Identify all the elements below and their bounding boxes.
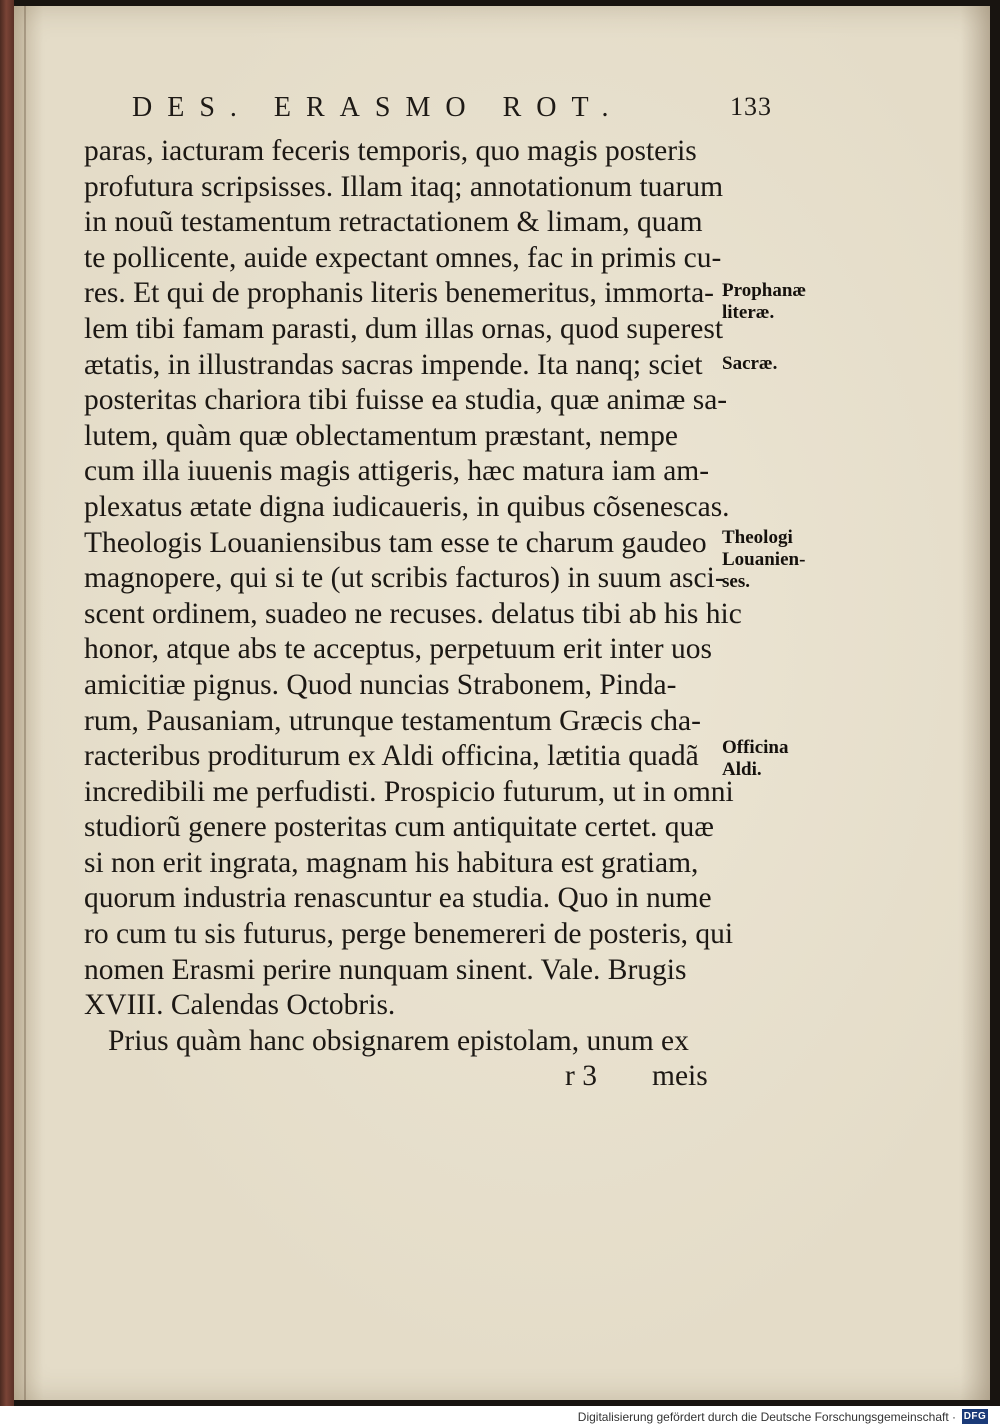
text-line: studiorũ genere posteritas cum antiquitate certet. quæ: [84, 811, 714, 844]
marginal-note-line: literæ.: [722, 302, 775, 323]
text-line: lutem, quàm quæ oblectamentum præstant, nempe: [84, 419, 678, 452]
text-line: racteribus proditurum ex Aldi officina, lætitia quadã: [84, 740, 699, 773]
catchword: meis: [652, 1060, 708, 1092]
text-line: si non erit ingrata, magnam his habitura est gratiam,: [84, 846, 699, 879]
text-line: incredibili me perfudisti. Prospicio futurum, ut in omni: [84, 775, 734, 808]
text-line: amicitiæ pignus. Quod nuncias Strabonem, Pinda-: [84, 668, 677, 701]
text-line: magnopere, qui si te (ut scribis facturos) in suum asci-: [84, 562, 725, 595]
marginal-note: [722, 737, 789, 781]
text-line: lem tibi famam parasti, dum illas ornas, quod superest: [84, 312, 724, 345]
marginal-note-line: Louanien-: [722, 549, 806, 570]
text-line: te pollicente, auide expectant omnes, fac in primis cu-: [84, 241, 722, 274]
text-line: cum illa iuuenis magis attigeris, hæc matura iam am-: [84, 455, 710, 488]
marginal-note-line: Prophanæ: [722, 280, 807, 301]
marginal-note: [722, 280, 806, 324]
text-line: quorum industria renascuntur ea studia. Quo in nume: [84, 882, 712, 915]
text-line: posteritas chariora tibi fuisse ea studia, quæ animæ sa-: [84, 384, 728, 417]
text-line: rum, Pausaniam, utrunque testamentum Græcis cha-: [84, 704, 701, 737]
dfg-logo-icon: DFG: [963, 1411, 987, 1422]
text-line: ro cum tu sis futurus, perge benemereri de posteris, qui: [84, 918, 734, 951]
text-line: profutura scripsisses. Illam itaq; annotationum tuarum: [84, 170, 724, 203]
marginal-note-line: Officina: [722, 737, 789, 758]
text-line: nomen Erasmi perire nunquam sinent. Vale. Brugis: [84, 953, 687, 986]
signature-mark: r 3: [565, 1060, 597, 1092]
text-line: honor, atque abs te acceptus, perpetuum erit inter uos: [84, 633, 712, 666]
text-line: plexatus ætate digna iudicaueris, in quibus cõsenescas.: [84, 490, 730, 523]
marginal-note-line: Theologi: [722, 527, 793, 548]
gutter-shadow: [24, 6, 26, 1400]
text-line: in nouũ testamentum retractationem & limam, quam: [84, 206, 703, 239]
marginal-note: [722, 353, 777, 375]
text-line: Theologis Louaniensibus tam esse te charum gaudeo: [84, 526, 707, 559]
text-line: scent ordinem, suadeo ne recuses. delatus tibi ab his hic: [84, 597, 742, 630]
running-head: [132, 92, 772, 132]
book-spine-edge: [0, 0, 14, 1406]
footer-strip: [0, 1406, 1000, 1428]
text-line: XVIII. Calendas Octobris.: [84, 989, 396, 1022]
marginal-note-line: ses.: [722, 571, 750, 592]
page-number: 133: [730, 92, 772, 121]
marginal-note-line: Sacræ.: [722, 353, 778, 374]
funding-credit: Digitalisierung gefördert durch die Deutsche Forschungsgemeinschaft ·: [577, 1410, 956, 1424]
marginal-note-line: Aldi.: [722, 759, 762, 780]
running-head-title: DES. ERASMO ROT.: [132, 92, 624, 123]
text-line: paras, iacturam feceris temporis, quo magis posteris: [84, 135, 697, 167]
text-line: res. Et qui de prophanis literis benemeritus, immorta-: [84, 277, 715, 310]
body-text-block: [84, 134, 742, 1059]
marginal-note: [722, 527, 805, 593]
text-line: ætatis, in illustrandas sacras impende. Ita nanq; sciet: [84, 348, 703, 381]
text-line: Prius quàm hanc obsignarem epistolam, unum ex: [108, 1024, 689, 1057]
